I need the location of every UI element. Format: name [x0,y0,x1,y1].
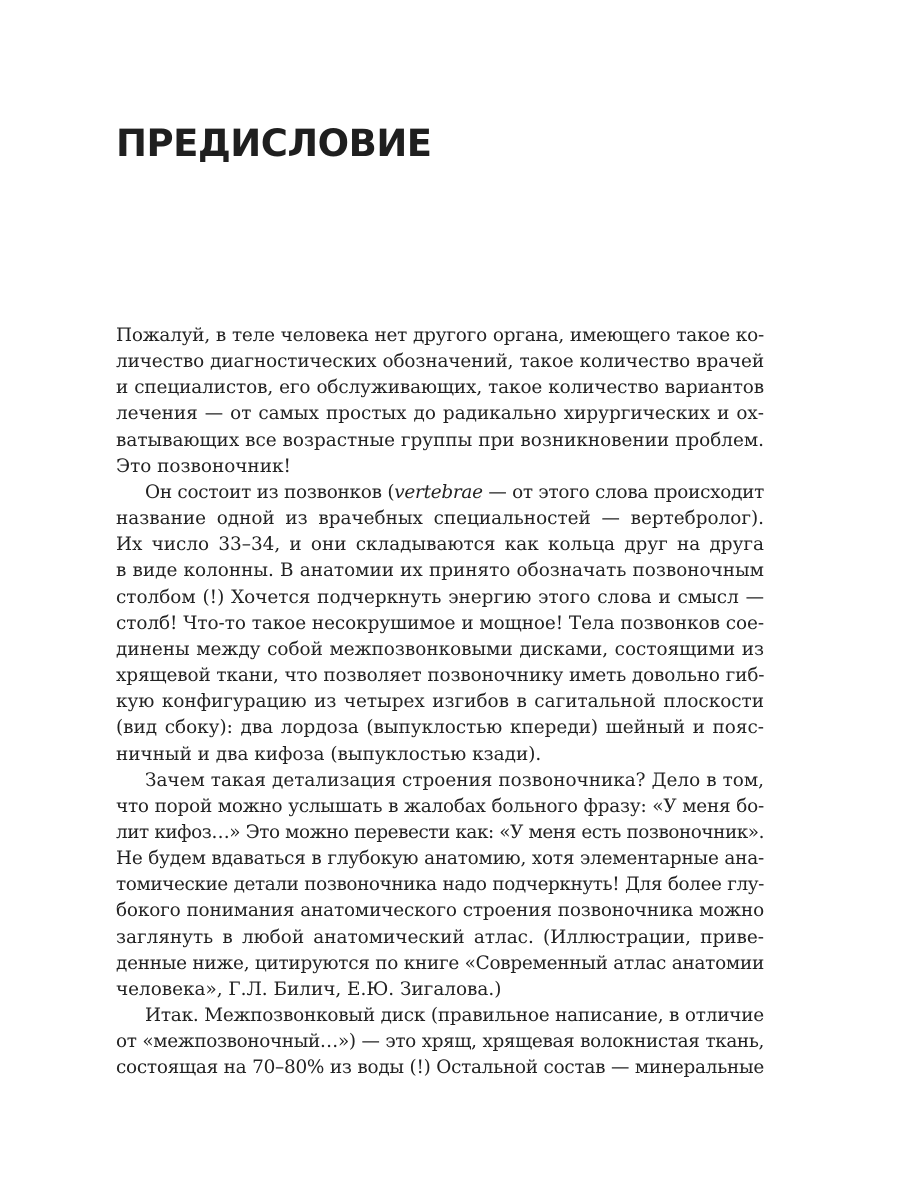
text-line: столбом (!) Хочется подчеркнуть энергию этого слова и смысл — [116,586,764,608]
paragraph-3 [116,768,764,1003]
text-line: Их число 33–34, и они складываются как кольца друг на друга [116,534,764,556]
text-line: в виде колонны. В анатомии их принято обозначать позвоночным [116,560,764,582]
text-line: динены между собой межпозвонковыми дисками, состоящими из [116,638,764,660]
text-line: бокого понимания анатомического строения позвоночника можно [116,900,764,922]
text-line: Зачем такая детализация строения позвоночника? Дело в том, [145,769,764,791]
text-line: томические детали позвоночника надо подчеркнуть! Для более глу- [116,874,764,896]
text-line: ватывающих все возрастные группы при возникновении проблем. [116,429,764,451]
text-line: Пожалуй, в теле человека нет другого органа, имеющего такое ко- [116,325,764,346]
text-line: кую конфигурацию из четырех изгибов в сагитальной плоскости [116,691,764,713]
text-fragment: — от этого слова происходит [482,481,765,503]
text-line: ничный и два кифоза (выпуклостью кзади). [116,743,542,765]
text-line: лечения — от самых простых до радикально хирургических и ох- [116,403,764,425]
paragraph-1 [116,323,764,480]
paragraph-4 [116,1003,764,1081]
text-fragment: Он состоит из позвонков ( [145,481,395,503]
text-line: название одной из врачебных специальностей — вертебролог). [116,508,764,530]
text-line: хрящевой ткани, что позволяет позвоночнику иметь довольно гиб- [116,665,765,687]
text-line: Не будем вдаваться в глубокую анатомию, хотя элементарные ана- [116,848,764,870]
text-line: (вид сбоку): два лордоза (выпуклостью кпереди) шейный и пояс- [116,717,764,739]
chapter-title: ПРЕДИСЛОВИЕ [116,122,432,165]
text-line: Это позвоночник! [116,455,291,477]
text-line: столб! Что-то такое несокрушимое и мощное! Тела позвонков сое- [116,612,764,634]
body-text [116,323,764,1082]
text-line: состоящая на 70–80% из воды (!) Остальной состав — минеральные [116,1057,764,1079]
text-line: человека», Г.Л. Билич, Е.Ю. Зигалова.) [116,978,502,1000]
text-line: личество диагностических обозначений, такое количество врачей [116,351,764,373]
text-line [116,480,764,506]
paragraph-2 [116,480,764,768]
text-line: Итак. Межпозвонковый диск (правильное написание, в отличие [145,1005,764,1027]
latin-term: vertebrae [394,481,483,503]
text-line: и специалистов, его обслуживающих, такое количество вариантов [116,377,764,399]
text-line: денные ниже, цитируются по книге «Современный атлас анатомии [116,952,764,974]
text-line: от «межпозвоночный…») — это хрящ, хрящевая волокнистая ткань, [116,1031,764,1053]
text-line: заглянуть в любой анатомический атлас. (Иллюстрации, приве- [116,926,764,948]
text-line: лит кифоз…» Это можно перевести как: «У меня есть позвоночник». [116,821,764,843]
text-line: что порой можно услышать в жалобах больного фразу: «У меня бо- [116,795,764,817]
